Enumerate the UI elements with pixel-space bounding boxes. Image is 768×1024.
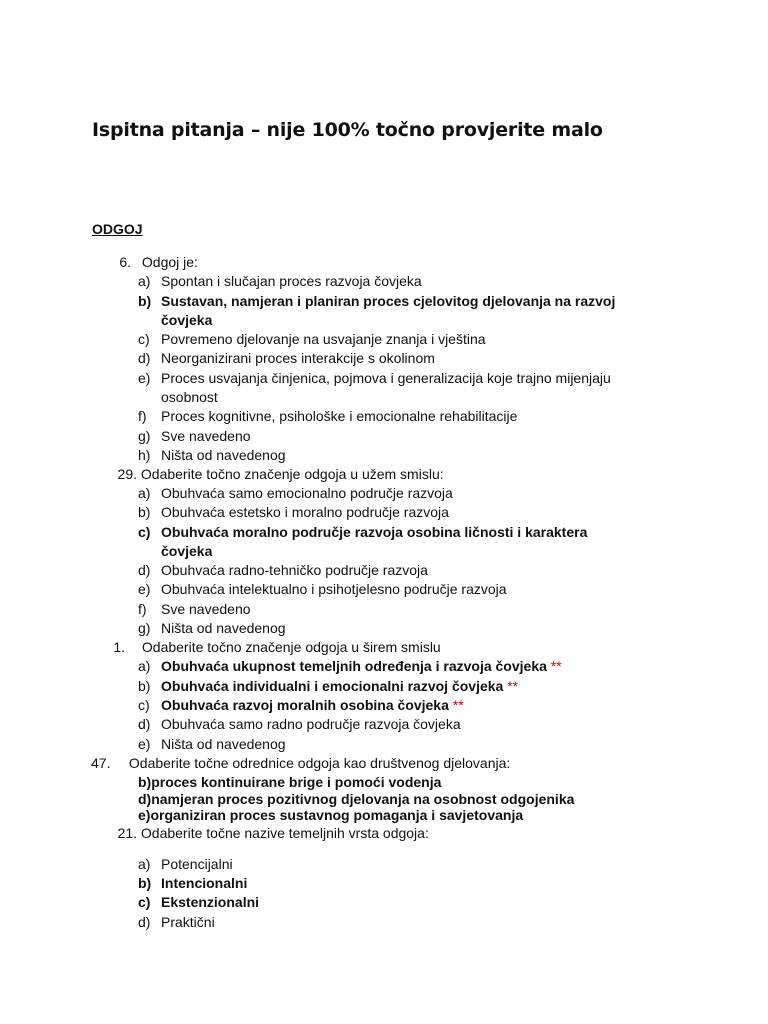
question-number: 6. [119,254,131,270]
answer-option: f) Proces kognitivne, psihološke i emocionalne rehabilitacije [138,408,518,424]
question-number: 21. [117,825,137,841]
answer-line-correct: d)namjeran proces pozitivnog djelovanja na osobnost odgojenika [138,791,575,807]
answer-option: g) Sve navedeno [138,428,251,444]
page-title: Ispitna pitanja – nije 100% točno provjerite malo [92,119,603,141]
answer-option-correct: c) Ekstenzionalni [138,894,260,910]
question-29 [113,465,444,484]
question-number: 47. [91,755,111,771]
answer-option-correct: b) Intencionalni [138,875,248,891]
answer-option: a) Spontan i slučajan proces razvoja čovjeka [138,273,422,289]
question-1 [113,638,441,657]
answer-option: g) Ništa od navedenog [138,620,286,636]
question-text: Odaberite točno značenje odgoja u užem smislu: [140,466,444,482]
question-text: Odaberite točne nazive temeljnih vrsta odgoja: [140,825,429,841]
red-asterisks: ** [550,658,562,674]
answer-option-marked: b) Obuhvaća individualni i emocionalni razvoj čovjeka ** [138,678,519,694]
question-text: Odgoj je: [141,254,198,270]
answer-option: d) Praktični [138,914,215,930]
answer-option: e) Proces usvajanja činjenica, pojmova i generalizacija koje trajno mijenjaju osobnost [138,370,611,405]
answer-option: d) Obuhvaća samo radno područje razvoja čovjeka [138,716,461,732]
answer-option: b) Obuhvaća estetsko i moralno područje razvoja [138,504,449,520]
answer-option: a) Potencijalni [138,856,233,872]
answer-option: h) Ništa od navedenog [138,447,286,463]
question-number: 1. [113,639,125,655]
answer-option: c) Povremeno djelovanje na usvajanje znanja i vještina [138,331,486,347]
answer-option-correct: c) Obuhvaća moralno područje razvoja osobina ličnosti i karaktera čovjeka [138,524,588,559]
section-heading: ODGOJ [92,221,143,237]
question-text: Odaberite točne odrednice odgoja kao društvenog djelovanja: [128,755,511,771]
answer-option-correct: b) Sustavan, namjeran i planiran proces cjelovitog djelovanja na razvoj čovjeka [138,293,616,328]
answer-line-correct: b)proces kontinuirane brige i pomoći vodenja [138,774,442,790]
red-asterisks: ** [507,678,519,694]
answer-option: a) Obuhvaća samo emocionalno područje razvoja [138,485,453,501]
question-21 [113,824,429,843]
answer-option-marked: a) Obuhvaća ukupnost temeljnih određenja i razvoja čovjeka ** [138,658,562,674]
red-asterisks: ** [452,697,464,713]
answer-option: e) Obuhvaća intelektualno i psihotjelesno područje razvoja [138,581,507,597]
question-number: 29. [117,466,137,482]
answer-option-marked: c) Obuhvaća razvoj moralnih osobina čovjeka ** [138,697,464,713]
answer-option: e) Ništa od navedenog [138,736,286,752]
answer-line-correct: e)organiziran proces sustavnog pomaganja i savjetovanja [138,807,524,823]
answer-option: f) Sve navedeno [138,601,251,617]
answer-option: d) Neorganizirani proces interakcije s okolinom [138,350,435,366]
question-6 [113,253,198,272]
answer-option: d) Obuhvaća radno-tehničko područje razvoja [138,562,428,578]
question-47 [91,754,510,773]
question-text: Odaberite točno značenje odgoja u širem smislu [141,639,441,655]
